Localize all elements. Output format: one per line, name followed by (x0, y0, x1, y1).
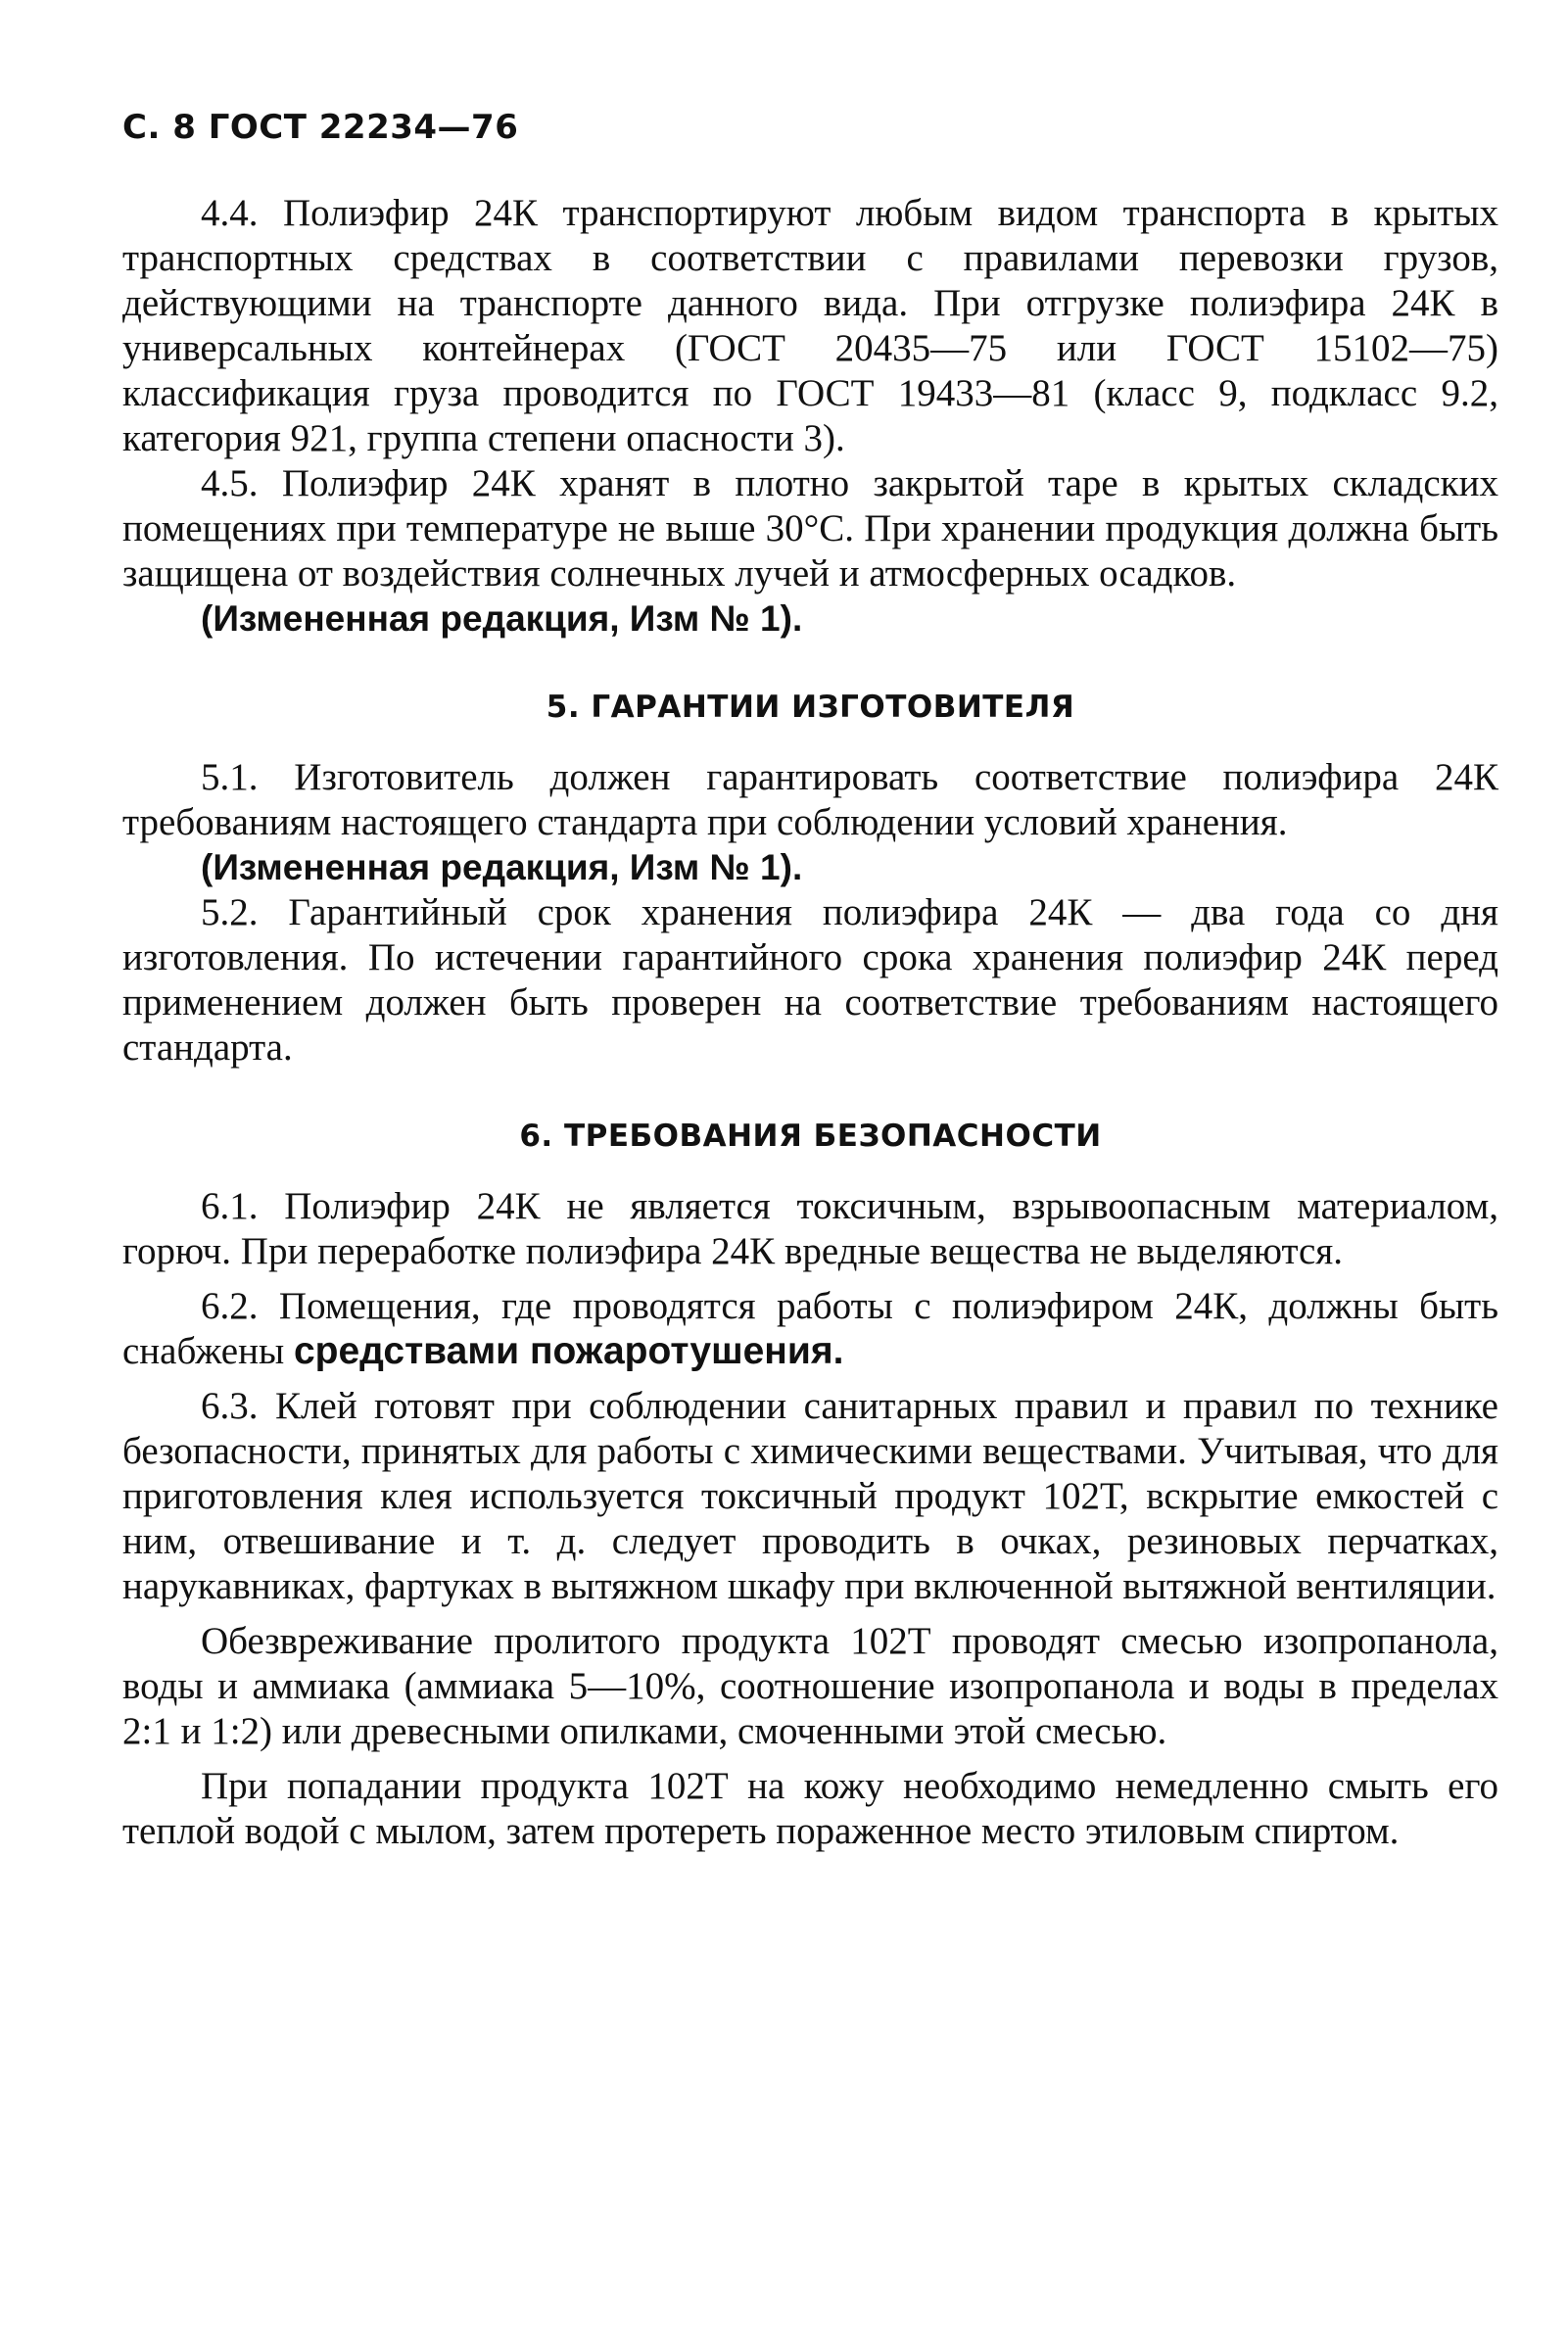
fire-extinguishing-emphasis: средствами пожаротушения. (293, 1330, 844, 1372)
amendment-note: (Измененная редакция, Изм № 1). (201, 598, 803, 639)
paragraph-5-1: 5.1. Изготовитель должен гарантировать соответствие полиэфира 24К требованиям настоящего стандарта при соблюдении условий хранения. (122, 756, 1498, 843)
body-text (122, 191, 1498, 1854)
paragraph-6-1: 6.1. Полиэфир 24К не является токсичным, взрывоопасным материалом, горюч. При переработке полиэфира 24К вредные вещества не выделяются. (122, 1185, 1498, 1272)
paragraph-6-3: 6.3. Клей готовят при соблюдении санитарных правил и правил по технике безопасности, принятых для работы с химическими веществами. Учитывая, что для приготовления клея используется токсичный продукт 102Т, вскрытие емкостей с ним, отвешивание и т. д. следует проводить в очках, резиновых перчатках, нарукавниках, фартуках в вытяжном шкафу при включенной вытяжной вентиляции. (122, 1385, 1498, 1607)
paragraph-5-2: 5.2. Гарантийный срок хранения полиэфира 24К — два года со дня изготовления. По истечении гарантийного срока хранения полиэфир 24К перед применением должен быть проверен на соответствие требованиям настоящего стандарта. (122, 891, 1498, 1069)
amendment-note: (Измененная редакция, Изм № 1). (201, 847, 803, 887)
paragraph-neutralization: Обезвреживание пролитого продукта 102Т проводят смесью изопропанола, воды и аммиака (аммиака 5—10%, соотношение изопропанола и воды в пределах 2:1 и 1:2) или древесными опилками, смоченными этой смесью. (122, 1620, 1498, 1752)
paragraph-6-2 (122, 1284, 1498, 1374)
paragraph-6-2-text: 6.2. Помещения, где проводятся работы с полиэфиром 24К, должны быть снабжены (122, 1285, 1498, 1372)
paragraph-4-4: 4.4. Полиэфир 24К транспортируют любым видом транспорта в крытых транспортных средствах в соответствии с правилами перевозки грузов, действующими на транспорте данного вида. При отгрузке полиэфира 24К в универсальных контейнерах (ГОСТ 20435—75 или ГОСТ 15102—75) классификация груза проводится по ГОСТ 19433—81 (класс 9, подкласс 9.2, категория 921, группа степени опасности 3). (122, 192, 1498, 459)
section-heading-6: 6. ТРЕБОВАНИЯ БЕЗОПАСНОСТИ (519, 1119, 1102, 1154)
section-heading-5: 5. ГАРАНТИИ ИЗГОТОВИТЕЛЯ (546, 690, 1075, 725)
paragraph-skin-contact: При попадании продукта 102Т на кожу необходимо немедленно смыть его теплой водой с мылом, затем протереть пораженное место этиловым спиртом. (122, 1765, 1498, 1852)
paragraph-4-5: 4.5. Полиэфир 24К хранят в плотно закрытой таре в крытых складских помещениях при температуре не выше 30°С. При хранении продукция должна быть защищена от воздействия солнечных лучей и атмосферных осадков. (122, 462, 1498, 595)
running-head: С. 8 ГОСТ 22234—76 (122, 108, 519, 147)
